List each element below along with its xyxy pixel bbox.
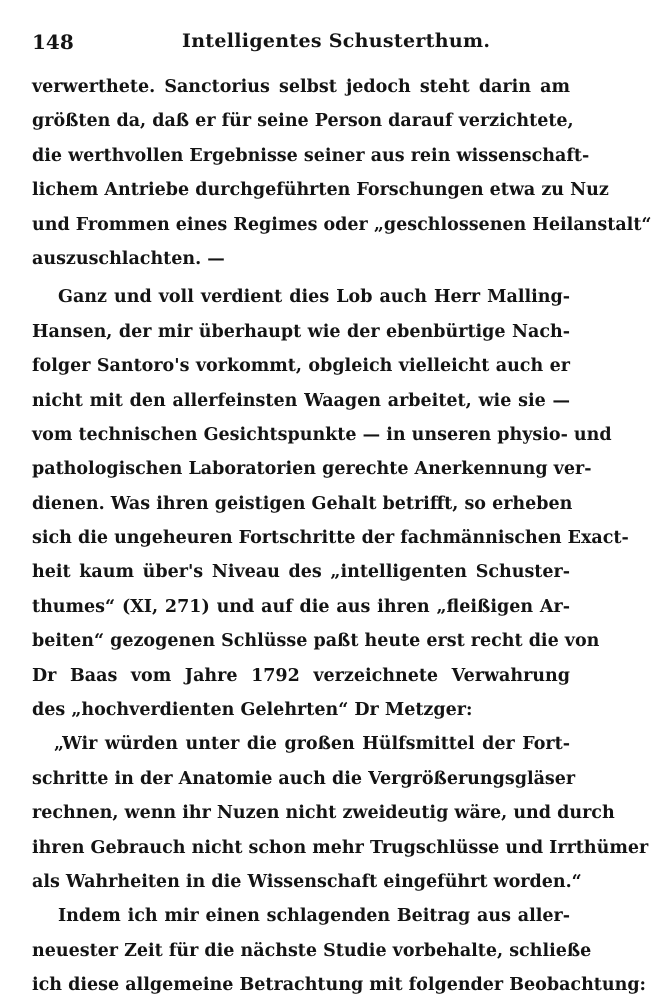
text-line: Hansen, der mir überhaupt wie der ebenbürtige Nach- [32,321,570,342]
book-page [32,30,651,1003]
text-line: thumes“ (XI, 271) und auf die aus ihren „fleißigen Ar- [32,596,570,617]
text-line: größten da, daß er für seine Person darauf verzichtete, [32,111,574,132]
page-number: 148 [32,30,74,54]
text-line: rechnen, wenn ihr Nuzen nicht zweideutig wäre, und durch [32,803,615,824]
text-line: ihren Gebrauch nicht schon mehr Trugschlüsse und Irrthümer [32,837,649,858]
paragraph-1 [32,70,651,276]
page-header [32,30,570,70]
paragraph-2 [32,280,629,727]
text-line: pathologischen Laboratorien gerechte Anerkennung ver- [32,459,592,480]
text-line: folger Santoro's vorkommt, obgleich vielleicht auch er [32,356,570,377]
paragraph-4 [32,899,647,1002]
text-line: des „hochverdienten Gelehrten“ Dr Metzger: [32,700,473,721]
text-line: und Frommen eines Regimes oder „geschlossenen Heilanstalt“ [32,214,651,235]
text-line: vom technischen Gesichtspunkte — in unseren physio- und [32,424,612,445]
text-line: nicht mit den allerfeinsten Waagen arbeitet, wie sie — [32,390,570,411]
text-line: Dr Baas vom Jahre 1792 verzeichnete Verwahrung [32,665,570,686]
text-line: ich diese allgemeine Betrachtung mit folgender Beobachtung: [32,975,647,996]
text-line: verwerthete. Sanctorius selbst jedoch steht darin am [32,77,570,97]
text-line: neuester Zeit für die nächste Studie vorbehalte, schließe [32,940,592,961]
text-line: dienen. Was ihren geistigen Gehalt betrifft, so erheben [32,493,573,514]
running-title: Intelligentes Schusterthum. [182,30,491,52]
text-line: als Wahrheiten in die Wissenschaft eingeführt worden.“ [32,871,582,892]
text-line: Indem ich mir einen schlagenden Beitrag aus aller- [58,906,570,927]
text-line: heit kaum über's Niveau des „intelligenten Schuster- [32,562,570,583]
text-line: Ganz und voll verdient dies Lob auch Herr Malling- [58,287,570,308]
quotation [32,727,649,899]
text-line: lichem Antriebe durchgeführten Forschungen etwa zu Nuz [32,180,609,201]
text-line: auszuschlachten. — [32,248,225,269]
text-line: „Wir würden unter die großen Hülfsmittel der Fort- [54,734,570,755]
text-line: schritte in der Anatomie auch die Vergrößerungsgläser [32,768,576,789]
text-line: beiten“ gezogenen Schlüsse paßt heute erst recht die von [32,631,600,652]
text-line: sich die ungeheuren Fortschritte der fachmännischen Exact- [32,528,629,549]
text-line: die werthvollen Ergebnisse seiner aus rein wissenschaft- [32,145,590,166]
